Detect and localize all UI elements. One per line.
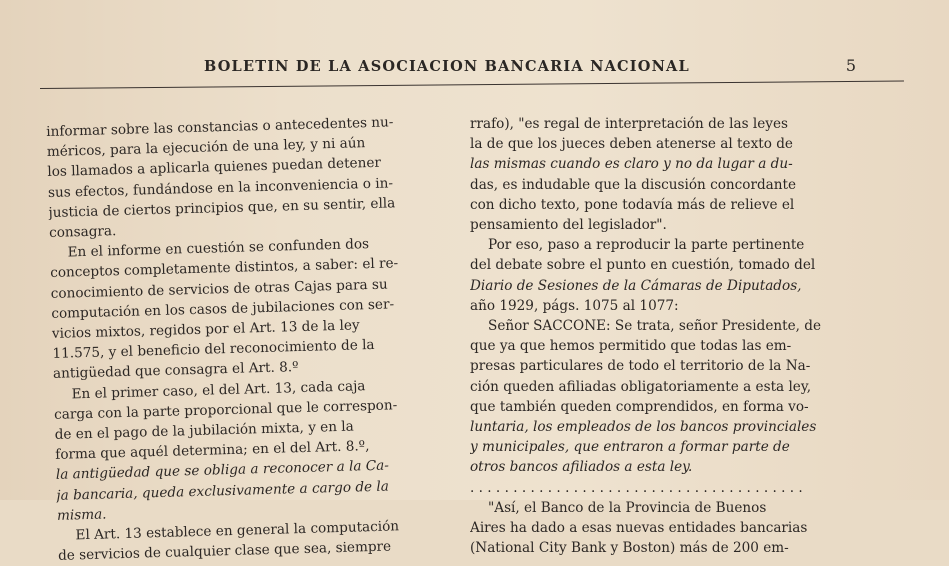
text-line: (National City Bank y Boston) más de 200 em- [470, 540, 789, 557]
text-line: antigüedad que consagra el Art. 8.º [52, 359, 299, 383]
text-line: Por eso, paso a reproducir la parte pertinente [488, 237, 805, 254]
header-rule [40, 80, 904, 89]
text-line: misma. [56, 506, 107, 524]
text-line: vicios mixtos, regidos por el Art. 13 de la ley [51, 317, 360, 342]
text-line: das, es indudable que la discusión concordante [470, 176, 797, 193]
text-line: año 1929, págs. 1075 al 1077: [470, 297, 679, 314]
text-line: y municipales, que entraron a formar parte de [470, 439, 790, 456]
right-column [470, 114, 874, 558]
text-line: la de que los jueces deben atenerse al texto de [470, 136, 793, 153]
text-line: carga con la parte proporcional que le correspon- [53, 397, 398, 423]
text-line: En el primer caso, el del Art. 13, cada caja [71, 377, 366, 403]
text-line: Señor SACCONE: Se trata, señor Presidente, de [488, 318, 822, 335]
text-line: En el informe en cuestión se confunden dos [67, 236, 370, 261]
text-line: . . . . . . . . . . . . . . . . . . . . . . . . . . . . . . . . . . . . . . . [470, 479, 803, 496]
text-line: computación en los casos de jubilaciones con ser- [51, 296, 395, 322]
text-line: que ya que hemos permitido que todas las em- [470, 338, 792, 355]
text-line: méricos, para la ejecución de una ley, y ni aún [46, 135, 366, 161]
text-line: la antigüedad que se obliga a reconocer a la Ca- [55, 458, 390, 484]
text-line: con dicho texto, pone todavía más de relieve el [470, 196, 795, 213]
text-line: sus efectos, fundándose en la inconveniencia o in- [47, 174, 394, 201]
text-line: informar sobre las constancias o antecedentes nu- [46, 114, 394, 140]
text-line: que también queden comprendidos, en forma vo- [470, 398, 809, 415]
text-line: de en el pago de la jubilación mixta, y en la [54, 418, 354, 443]
text-line: luntaria, los empleados de los bancos provinciales [470, 419, 817, 436]
text-line: ja bancaria, queda exclusivamente a cargo de la [56, 478, 390, 504]
text-line: Diario de Sesiones de la Cámaras de Diputados, [470, 277, 802, 294]
text-line: los llamados a aplicarla quienes puedan detener [47, 155, 382, 181]
text-line: pensamiento del legislador". [470, 217, 667, 234]
text-line: justicia de ciertos principios que, en su sentir, ella [48, 195, 396, 221]
text-line: forma que aquél determina; en el del Art. 8.º, [55, 438, 370, 464]
text-line: "Así, el Banco de la Provincia de Buenos [488, 499, 767, 516]
page-header [200, 56, 900, 80]
text-line: 11.575, y el beneficio del reconocimiento de la [52, 337, 375, 363]
text-line: El Art. 13 establece en general la computación [75, 518, 400, 544]
page-number: 5 [845, 56, 856, 75]
text-line: presas particulares de todo el territorio de la Na- [470, 358, 811, 375]
text-line: otros bancos afiliados a esta ley. [470, 459, 693, 476]
text-line: conocimiento de servicios de otras Cajas para su [50, 276, 388, 302]
header-title: BOLETIN DE LA ASOCIACION BANCARIA NACIONAL [204, 58, 690, 75]
text-line: Aires ha dado a esas nuevas entidades bancarias [470, 520, 808, 537]
text-line: del debate sobre el punto en cuestión, tomado del [470, 257, 816, 274]
text-line: consagra. [48, 223, 117, 241]
text-line: conceptos completamente distintos, a saber: el re- [50, 255, 399, 282]
left-column [46, 111, 458, 566]
text-line: las mismas cuando es claro y no da lugar a du- [470, 156, 793, 173]
text-line: ción queden afiliadas obligatoriamente a esta ley, [470, 378, 812, 395]
text-line: de servicios de cualquier clase que sea, siempre [57, 538, 392, 565]
text-line: rrafo), "es regal de interpretación de las leyes [470, 116, 788, 132]
